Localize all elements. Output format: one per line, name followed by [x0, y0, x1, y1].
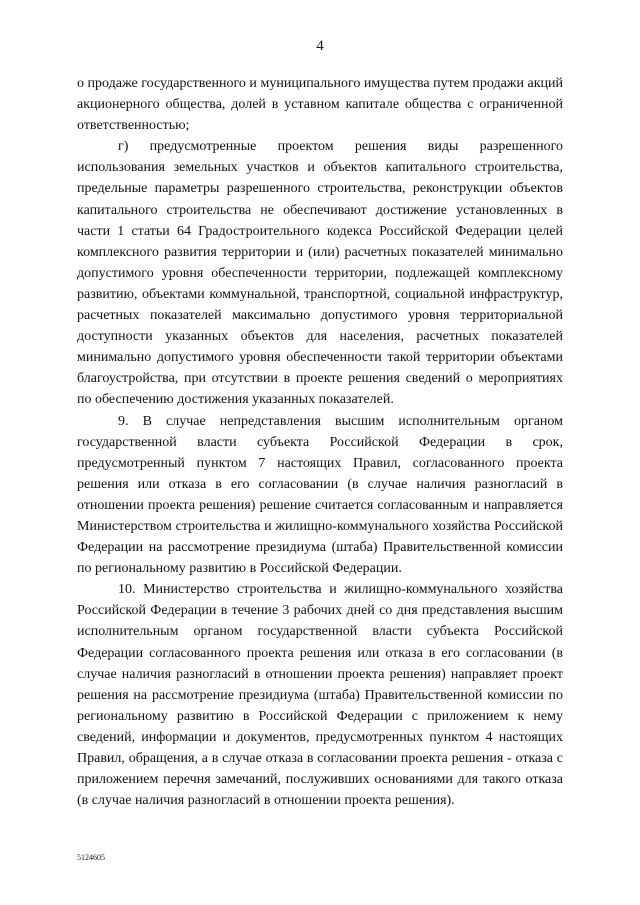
paragraph-continuation: о продаже государственного и муниципального имущества путем продажи акций акционерного общества, долей в уставном капитале общества с ограниченной ответственностью;	[77, 76, 563, 134]
paragraph-item-9: 9. В случае непредставления высшим исполнительным органом государственной власти субъекта Российской Федерации в срок, предусмотренный пунктом 7 настоящих Правил, согласованного проекта решения или отказа в его согласовании (в случае наличия разногласий в отношении проекта решения) решение считается согласованным и направляется Министерством строительства и жилищно-коммунального хозяйства Российской Федерации на рассмотрение президиума (штаба) Правительственной комиссии по региональному развитию в Российской Федерации.	[77, 413, 563, 577]
paragraph-item-10: 10. Министерство строительства и жилищно-коммунального хозяйства Российской Федерации в течение 3 рабочих дней со дня представления высшим исполнительным органом государственной власти субъекта Российской Федерации согласованного проекта решения или отказа в его согласовании (в случае наличия разногласий в отношении проекта решения) направляет проект решения на рассмотрение президиума (штаба) Правительственной комиссии по региональному развитию в Российской Федерации с приложением к нему сведений, информации и документов, предусмотренных пунктом 4 настоящих Правил, обращения, а в случае отказа в согласовании проекта решения - отказа с приложением перечня замечаний, послуживших основаниями для такого отказа (в случае наличия разногласий в отношении проекта решения).	[77, 582, 563, 809]
document-body	[77, 73, 563, 811]
page-number: 4	[316, 38, 324, 54]
document-code: 5124605	[77, 853, 105, 862]
paragraph-item-g: г) предусмотренные проектом решения виды разрешенного использования земельных участков и объектов капитального строительства, предельные параметры разрешенного строительства, реконструкции объектов капитального строительства не обеспечивают достижение установленных в части 1 статьи 64 Градостроительного кодекса Российской Федерации целей комплексного развития территории и (или) расчетных показателей минимально допустимого уровня обеспеченности территории, подлежащей комплексному развитию, объектами коммунальной, транспортной, социальной инфраструктур, расчетных показателей максимально допустимого уровня территориальной доступности указанных объектов для населения, расчетных показателей минимально допустимого уровня обеспеченности такой территории объектами благоустройства, при отсутствии в проекте решения сведений о мероприятиях по обеспечению достижения указанных показателей.	[77, 139, 563, 408]
